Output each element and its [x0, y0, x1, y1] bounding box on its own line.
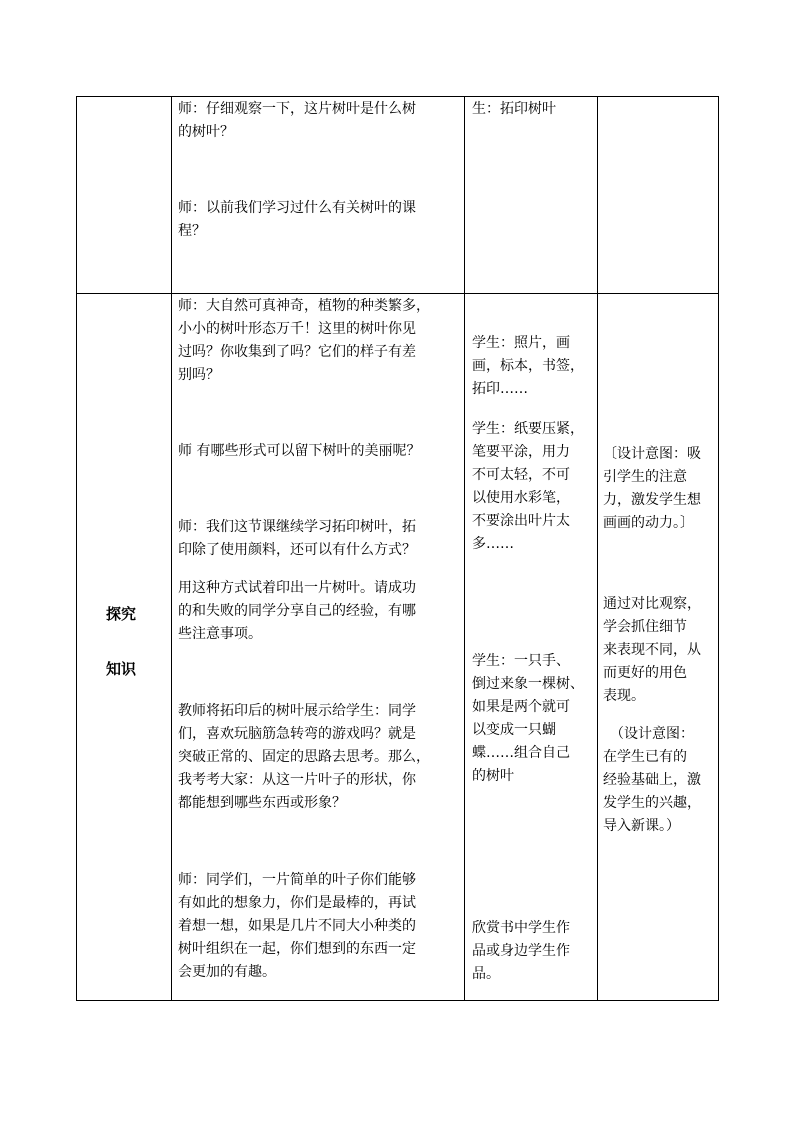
teacher-paragraph: 教师将拓印后的树叶展示给学生：同学 们，喜欢玩脑筋急转弯的游戏吗？就是 突破正常的、固定的思路去思考。那么， 我考考大家：从这一片叶子的形状，你 都能想到哪些东西或形象？	[178, 703, 430, 811]
teacher-paragraph: 师：仔细观察一下，这片树叶是什么树 的树叶？	[178, 101, 416, 140]
teacher-paragraph: 师：我们这节课继续学习拓印树叶，拓 印除了使用颜料，还可以有什么方式？	[178, 519, 416, 558]
student-paragraph: 欣赏书中学生作 品或身边学生作 品。	[472, 920, 570, 982]
stage-label: 探究	[106, 605, 137, 623]
table-border-bottom	[76, 1000, 719, 1001]
teacher-paragraph: 师：同学们，一片简单的叶子你们能够 有如此的想象力，你们是最棒的，再试 着想一想，如果是几片不同大小种类的 树叶组织在一起，你们想到的东西一定 会更加的有趣。	[178, 872, 416, 980]
table-col-divider-1	[171, 96, 172, 1001]
student-paragraph: 生：拓印树叶	[472, 101, 556, 117]
student-paragraph: 学生：一只手、 倒过来象一棵树、 如果是两个就可 以变成一只蝴 蝶……组合自己 的树叶	[472, 653, 584, 784]
teacher-paragraph: 师：以前我们学习过什么有关树叶的课 程？	[178, 200, 416, 239]
teacher-paragraph: 用这种方式试着印出一片树叶。请成功 的和失败的同学分享自己的经验，有哪 些注意事项。	[178, 580, 416, 642]
teacher-paragraph: 师：大自然可真神奇，植物的种类繁多， 小小的树叶形态万千！这里的树叶你见 过吗？你收集到了吗？它们的样子有差 别吗？	[178, 298, 430, 383]
table-border-top	[76, 96, 719, 97]
table-col-divider-3	[597, 96, 598, 1001]
teacher-paragraph: 师 有哪些形式可以留下树叶的美丽呢？	[178, 443, 421, 459]
table-col-divider-2	[464, 96, 465, 1001]
design-intent-paragraph: 〔设计意图：吸 引学生的注意 力，激发学生想 画画的动力。〕	[603, 446, 701, 531]
student-paragraph: 学生：照片，画 画，标本，书签， 拓印……	[472, 335, 584, 397]
stage-label: 知识	[106, 660, 137, 678]
design-intent-paragraph: 通过对比观察， 学会抓住细节 来表现不同，从 而更好的用色 表现。	[603, 596, 701, 704]
student-paragraph: 学生：纸要压紧， 笔要平涂，用力 不可太轻，不可 以使用水彩笔， 不要涂出叶片太 多……	[472, 421, 584, 552]
table-border-right	[718, 96, 719, 1001]
table-border-left	[76, 96, 77, 1001]
table-row-divider	[76, 293, 719, 294]
design-intent-paragraph: （设计意图： 在学生已有的 经验基础上，激 发学生的兴趣， 导入新课。）	[603, 726, 701, 834]
